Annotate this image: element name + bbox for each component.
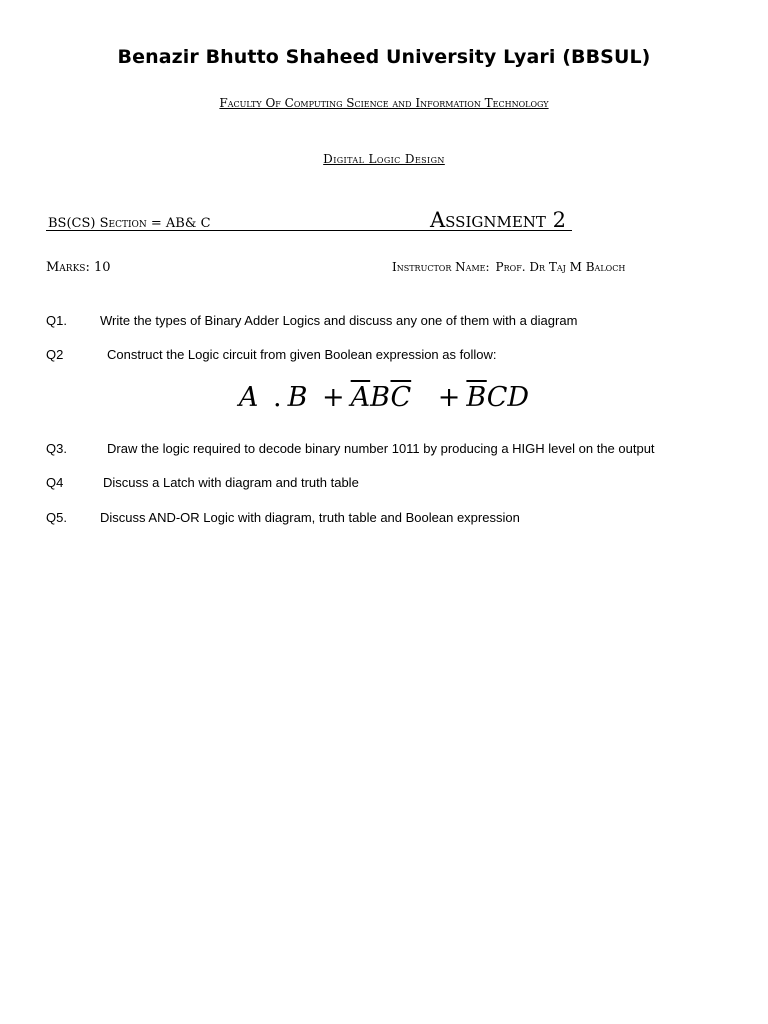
question-text: Discuss AND-OR Logic with diagram, truth table and Boolean expression [100, 510, 520, 525]
expr-term: B [370, 382, 391, 413]
marks-label: Marks: 10 [46, 260, 111, 275]
question-number: Q4 [46, 475, 64, 490]
expr-term-complement: $\overline{B}$ [466, 382, 487, 413]
expr-term-complement: $\overline{C}$ [390, 382, 412, 413]
expr-term: A [238, 382, 259, 413]
course-title: Digital Logic Design [323, 152, 445, 166]
assignment-title: Assignment 2 [430, 208, 566, 232]
question-number: Q1. [46, 313, 67, 328]
boolean-expression [0, 382, 768, 413]
section-label: BS(CS) Section = AB& C [48, 216, 211, 231]
question-number: Q2 [46, 347, 64, 362]
instructor-name: Prof. Dr Taj M Baloch [495, 260, 626, 274]
expr-operator: + [437, 382, 461, 413]
question-number: Q3. [46, 441, 67, 456]
question-text: Write the types of Binary Adder Logics and discuss any one of them with a diagram [100, 313, 578, 328]
expr-operator: + [322, 382, 345, 413]
instructor-label: Instructor Name: [392, 260, 490, 274]
expr-term: CD [486, 382, 530, 413]
question-text: Discuss a Latch with diagram and truth table [103, 475, 359, 490]
question-number: Q5. [46, 510, 67, 525]
question-text: Construct the Logic circuit from given Boolean expression as follow: [107, 347, 497, 362]
question-text: Draw the logic required to decode binary number 1011 by producing a HIGH level on the output [107, 441, 655, 456]
expr-operator: . [273, 382, 282, 413]
faculty-name: Faculty Of Computing Science and Information Technology [219, 96, 549, 110]
university-title: Benazir Bhutto Shaheed University Lyari (BBSUL) [117, 46, 651, 68]
expr-term-complement: $\overline{A}$ [350, 382, 371, 413]
instructor-line [392, 260, 625, 274]
expr-term: B [287, 382, 308, 413]
